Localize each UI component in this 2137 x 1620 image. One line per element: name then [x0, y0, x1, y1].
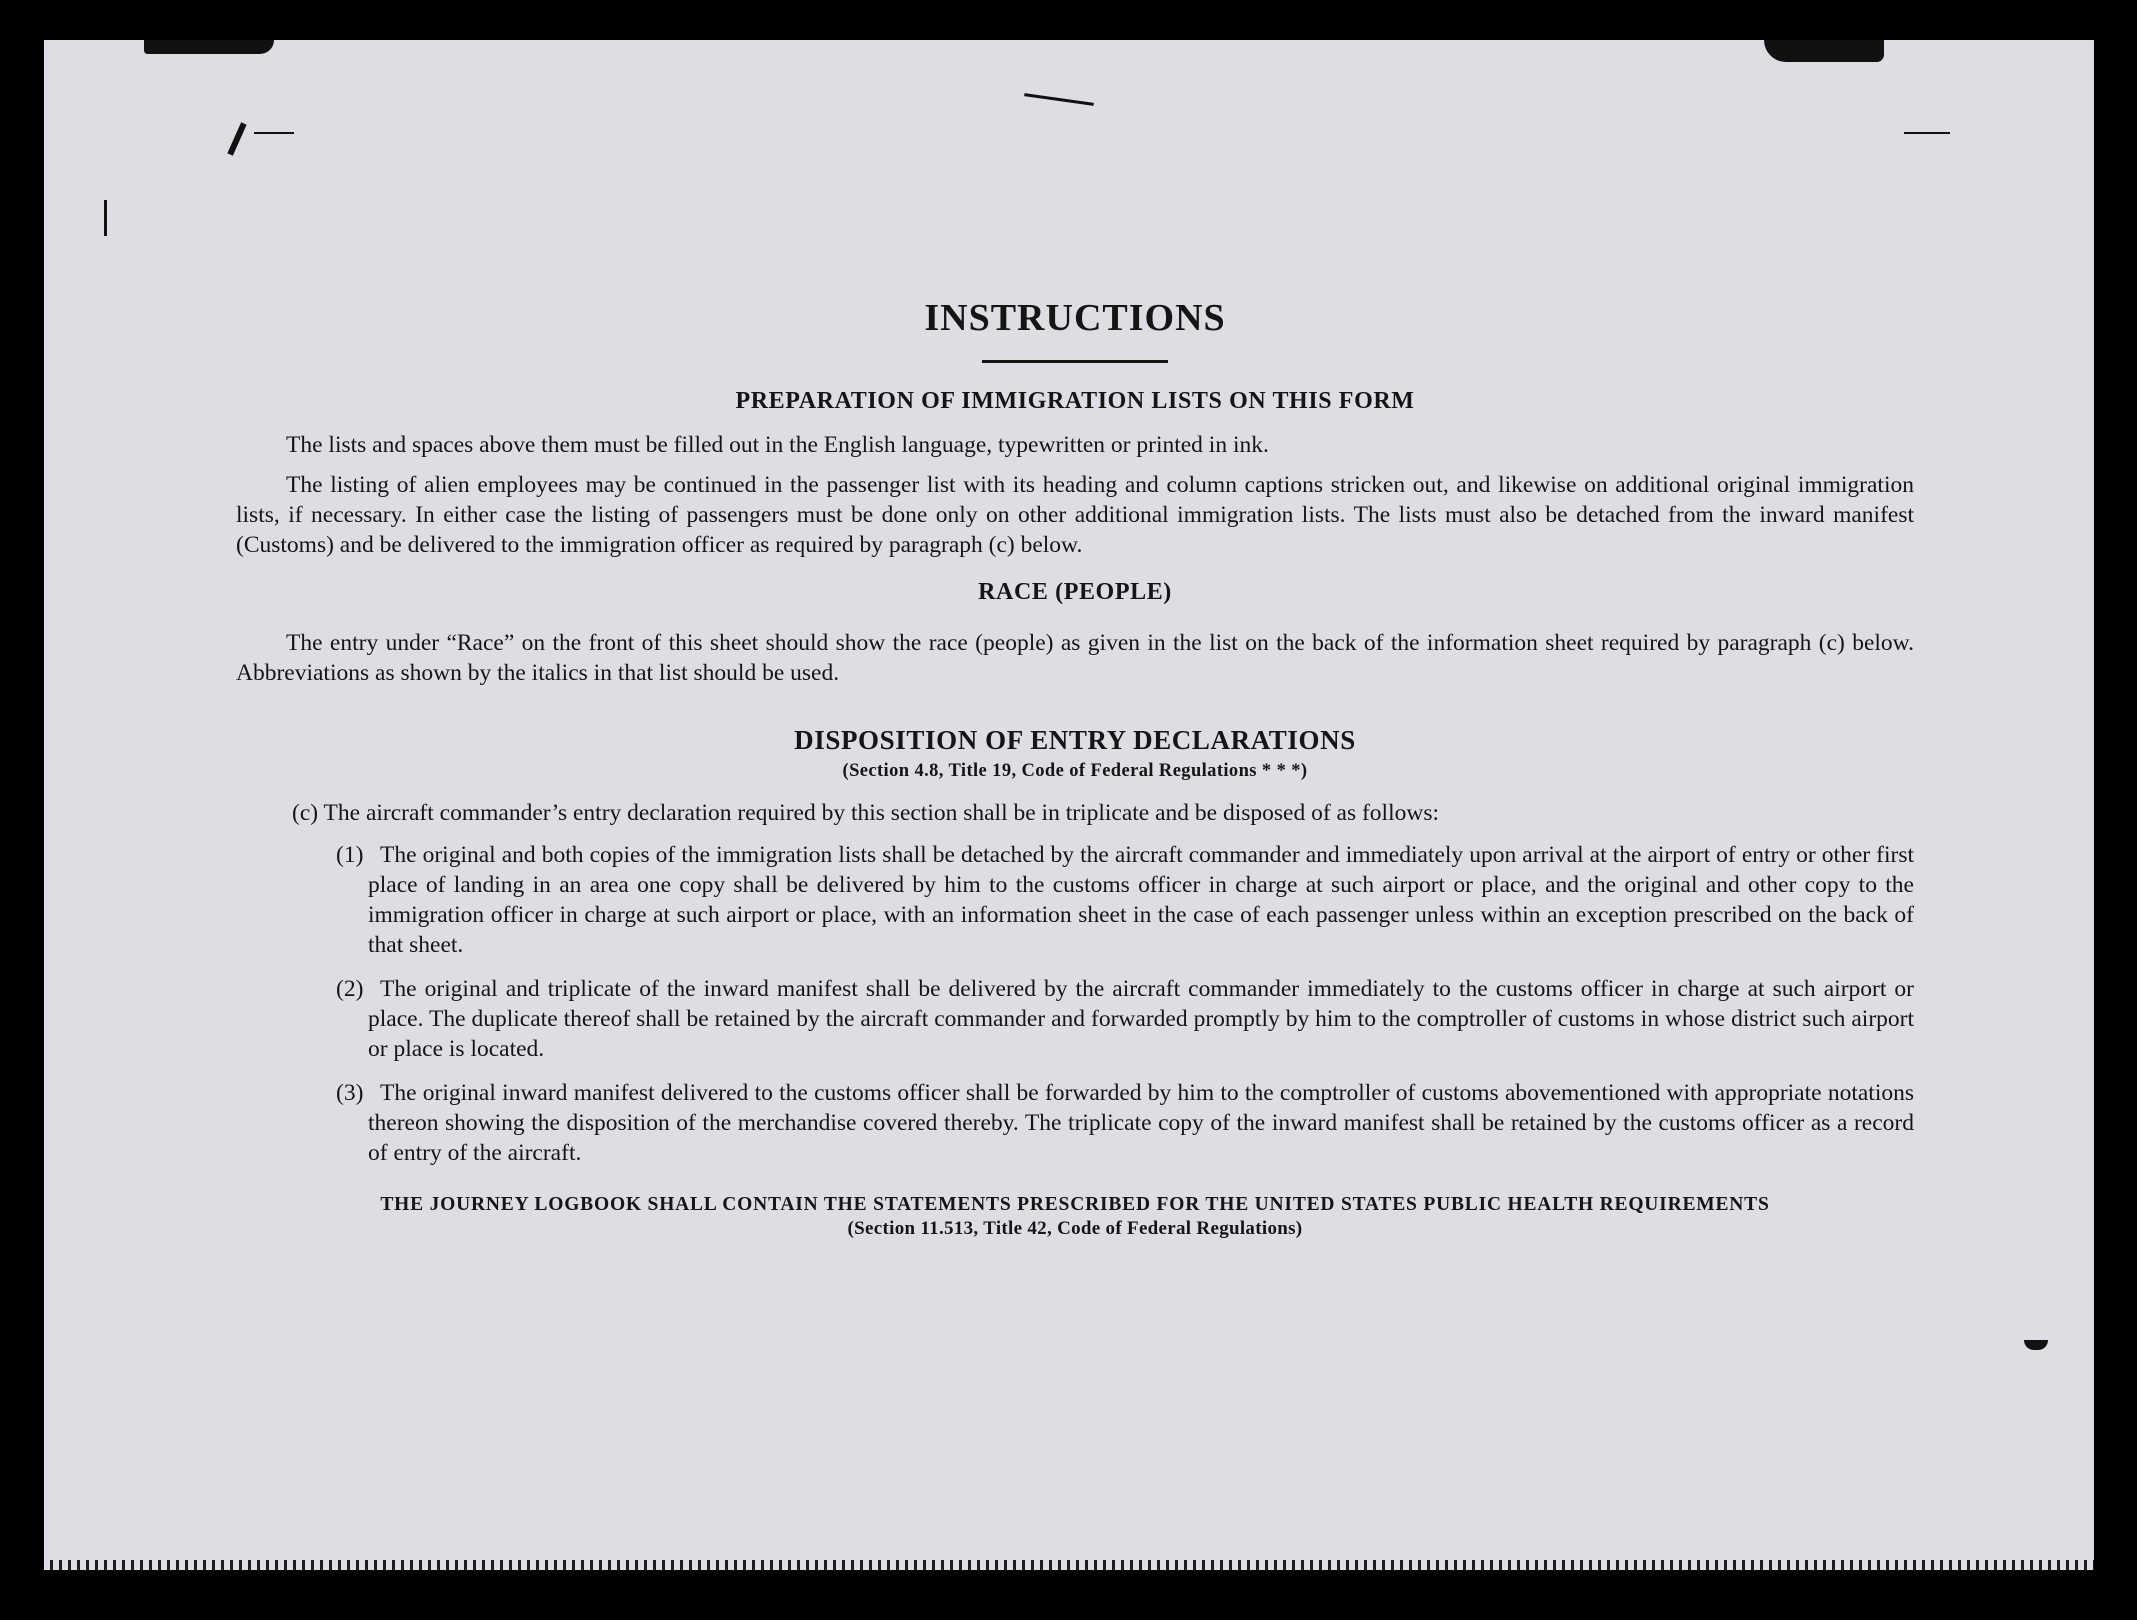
list-item [336, 1078, 1914, 1168]
race-paragraph: The entry under “Race” on the front of this sheet should show the race (people) as given in the list on the back of the information sheet required by paragraph (c) below. Abbreviations as shown by the italics in that list should be used. [236, 630, 1914, 687]
list-item [336, 974, 1914, 1064]
disposition-clause [236, 798, 1914, 828]
list-item [336, 840, 1914, 960]
preparation-paragraph-1: The lists and spaces above them must be filled out in the English language, typewritten or printed in ink. [286, 431, 1269, 458]
disposition-heading: DISPOSITION OF ENTRY DECLARATIONS [794, 725, 1356, 756]
clause-label: (c) [292, 799, 319, 826]
item-text: The original inward manifest delivered to the customs officer shall be forwarded by him to the comptroller of customs abovementioned with appropriate notations thereon showing the disposition of the merchandise covered thereby. The triplicate copy of the inward manifest shall be retained by the customs officer as a record of entry of the aircraft. [368, 1079, 1914, 1166]
disposition-citation: (Section 4.8, Title 19, Code of Federal Regulations * * *) [842, 760, 1308, 781]
scan-mark [2024, 1340, 2048, 1350]
scan-mark [144, 40, 274, 54]
item-number: (3) [336, 1079, 364, 1106]
document-title: INSTRUCTIONS [924, 297, 1226, 339]
public-health-notice: THE JOURNEY LOGBOOK SHALL CONTAIN THE STATEMENTS PRESCRIBED FOR THE UNITED STATES PUBLIC HEALTH REQUIREMENTS [380, 1193, 1770, 1215]
document-sheet [44, 40, 2094, 1570]
preparation-paragraph-2: The listing of alien employees may be continued in the passenger list with its heading and column captions stricken out, and likewise on additional original immigration lists, if necessary. In either case the listing of passengers must be done only on other additional immigration lists. The lists must also be detached from the inward manifest (Customs) and be delivered to the immigration officer as required by paragraph (c) below. [236, 471, 1914, 558]
public-health-citation: (Section 11.513, Title 42, Code of Federal Regulations) [847, 1217, 1303, 1239]
item-text: The original and triplicate of the inward manifest shall be delivered by the aircraft commander immediately to the customs officer in charge at such airport or place. The duplicate thereof shall be retained by the aircraft commander and forwarded promptly by him to the comptroller of customs in whose district such airport or place is located. [368, 975, 1914, 1062]
document-body [236, 262, 1914, 1240]
scan-mark [104, 200, 107, 236]
scan-mark [1764, 40, 1884, 62]
scan-mark [1024, 93, 1094, 106]
scan-mark [254, 132, 294, 134]
preparation-heading: PREPARATION OF IMMIGRATION LISTS ON THIS FORM [735, 387, 1415, 414]
perforated-edge [44, 1560, 2094, 1570]
clause-text: The aircraft commander’s entry declaration required by this section shall be in triplicate and be disposed of as follows: [323, 799, 1440, 826]
scan-mark [227, 122, 246, 156]
scan-mark [1904, 132, 1950, 134]
race-heading: RACE (PEOPLE) [978, 578, 1172, 605]
item-number: (2) [336, 975, 364, 1002]
item-text: The original and both copies of the immigration lists shall be detached by the aircraft commander and immediately upon arrival at the airport of entry or other first place of landing in an area one copy shall be delivered by him to the customs officer in charge at such airport or place, and the original and other copy to the immigration officer in charge at such airport or place, with an information sheet in the case of each passenger unless within an exception prescribed on the back of that sheet. [368, 841, 1914, 958]
item-number: (1) [336, 841, 364, 868]
title-underline [982, 360, 1168, 363]
